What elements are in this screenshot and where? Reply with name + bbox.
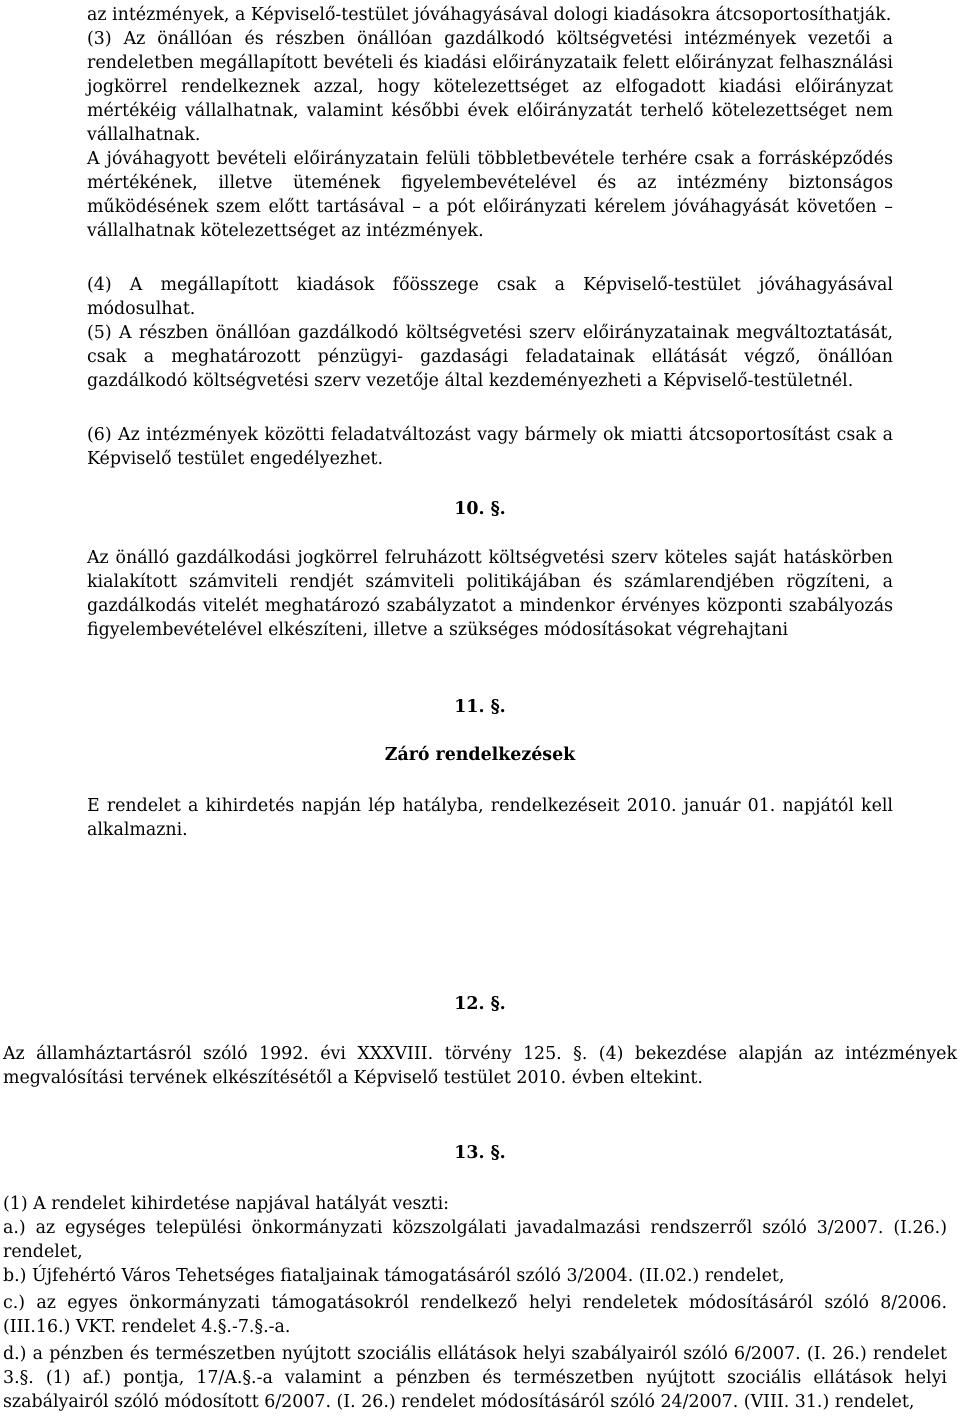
- paragraph-13-intro: (1) A rendelet kihirdetése napjával hatályát veszti:: [3, 1194, 450, 1214]
- paragraph-4: (4) A megállapított kiadások főösszege csak a Képviselő-testület jóváhagyásával módosulhat.: [87, 275, 893, 319]
- repeal-item-b: b.) Újfehértó Város Tehetséges fiataljainak támogatásáról szóló 3/2004. (II.02.) rendelet,: [3, 1266, 785, 1286]
- section-heading-13: 13. §.: [454, 1143, 506, 1163]
- section-heading-12: 12. §.: [454, 994, 506, 1014]
- section-heading-11: 11. §.: [454, 697, 506, 717]
- paragraph-continuation: az intézmények, a Képviselő-testület jóváhagyásával dologi kiadásokra átcsoportosíthatják.: [87, 5, 892, 25]
- paragraph-3b: A jóváhagyott bevételi előirányzatain felüli többletbevétele terhére csak a forrásképződés mértékének, illetve ütemének figyelembevételével és az intézmény biztonságos működésének szem előtt tartásával – a pót előirányzati kérelem jóváhagyását követően – vállalhatnak kötelezettséget az intézmények.: [87, 149, 893, 241]
- paragraph-12: Az államháztartásról szóló 1992. évi XXXVIII. törvény 125. §. (4) bekezdése alapján az intézmények megvalósítási tervének elkészítésétől a Képviselő testület 2010. évben eltekint.: [3, 1044, 957, 1088]
- repeal-item-c: c.) az egyes önkormányzati támogatásokról rendelkező helyi rendeletek módosításáról szóló 8/2006.(III.16.) VKT. rendelet 4.§.-7.§.-a.: [3, 1293, 947, 1337]
- paragraph-11: E rendelet a kihirdetés napján lép hatályba, rendelkezéseit 2010. január 01. napjától kell alkalmazni.: [87, 796, 893, 840]
- paragraph-5: (5) A részben önállóan gazdálkodó költségvetési szerv előirányzatainak megváltoztatását, csak a meghatározott pénzügyi- gazdasági feladatainak ellátását végző, önállóan gazdálkodó költségvetési szerv vezetője által kezdeményezheti a Képviselő-testületnél.: [87, 323, 893, 391]
- section-heading-10: 10. §.: [454, 499, 506, 519]
- repeal-item-d: d.) a pénzben és természetben nyújtott szociális ellátások helyi szabályairól szóló 6/2007. (I. 26.) rendelet 3.§. (1) af.) pontja, 17/A.§.-a valamint a pénzben és természetben nyújtott szociális ellátások helyi szabályairól szóló módosított 6/2007. (I. 26.) rendelet módosításáról szóló 24/2007. (VIII. 31.) rendelet,: [3, 1344, 947, 1412]
- paragraph-10: Az önálló gazdálkodási jogkörrel felruházott költségvetési szerv köteles saját hatáskörben kialakított számviteli rendjét számviteli politikájában és számlarendjében rögzíteni, a gazdálkodás vitelét meghatározó szabályzatot a mindenkor érvényes központi szabályozás figyelembevételével elkészíteni, illetve a szükséges módosításokat végrehajtani: [87, 548, 893, 640]
- section-title-closing-provisions: Záró rendelkezések: [384, 745, 576, 765]
- paragraph-3: (3) Az önállóan és részben önállóan gazdálkodó költségvetési intézmények vezetői a rendeletben megállapított bevételi és kiadási előirányzataik felett előirányzat felhasználási jogkörrel rendelkeznek azzal, hogy kötelezettséget az elfogadott kiadási előirányzat mértékéig vállalhatnak, valamint későbbi évek előirányzatát terhelő kötelezettséget nem vállalhatnak.: [87, 29, 893, 145]
- paragraph-6: (6) Az intézmények közötti feladatváltozást vagy bármely ok miatti átcsoportosítást csak a Képviselő testület engedélyezhet.: [87, 425, 893, 469]
- repeal-item-a: a.) az egységes települési önkormányzati közszolgálati javadalmazási rendszerről szóló 3/2007. (I.26.) rendelet,: [3, 1218, 947, 1262]
